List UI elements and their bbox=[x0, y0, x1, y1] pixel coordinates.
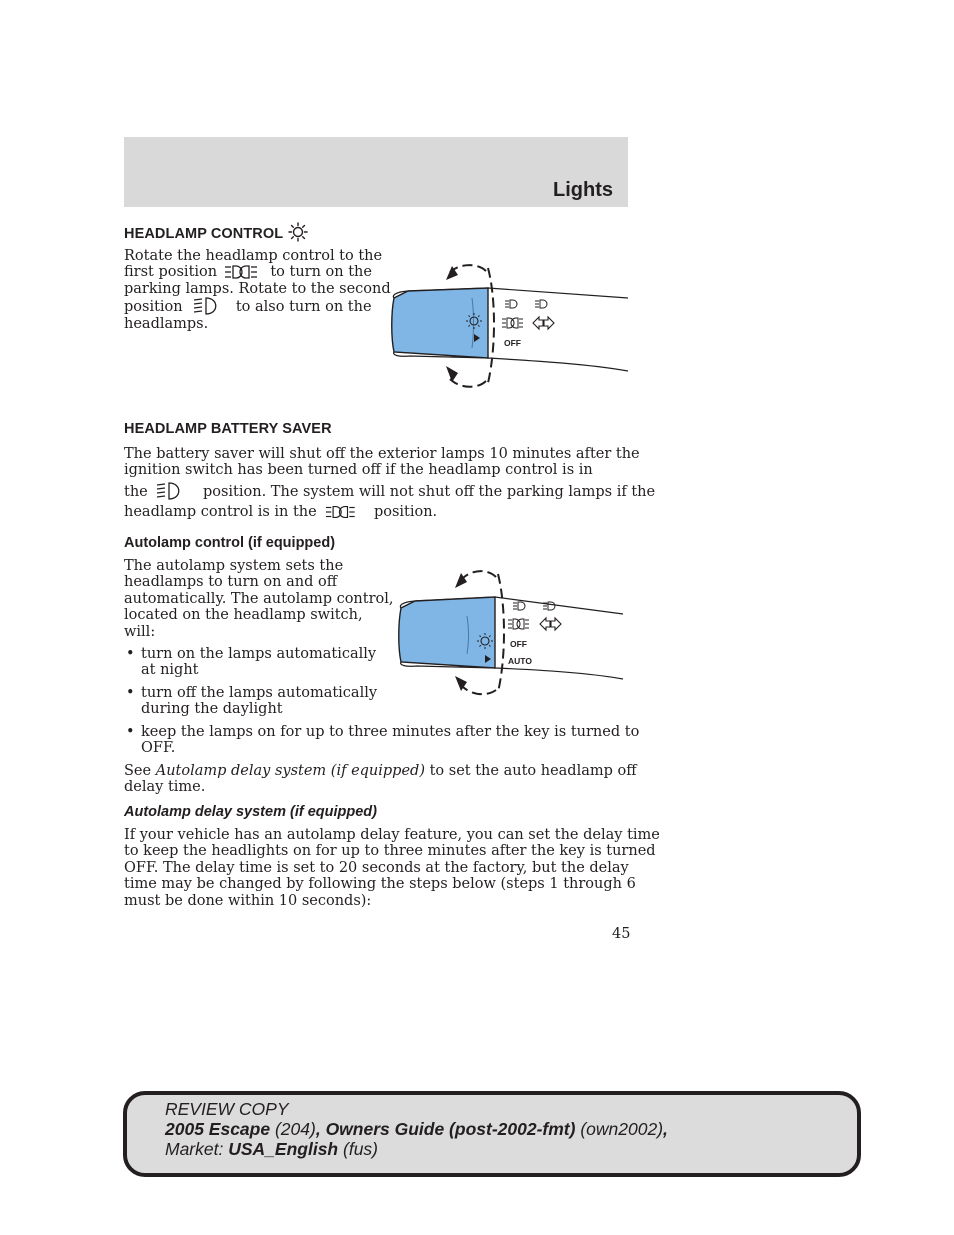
page-number: 45 bbox=[612, 926, 631, 942]
heading-autolamp-delay: Autolamp delay system (if equipped) bbox=[124, 804, 377, 820]
low-beam-icon bbox=[535, 300, 547, 308]
parking-lamp-symbol-icon bbox=[508, 619, 529, 629]
auto-label: AUTO bbox=[508, 656, 532, 666]
fog-lamp-icon bbox=[505, 300, 517, 308]
parking-lamps-icon bbox=[224, 264, 264, 280]
autolamp-control-text: The autolamp system sets the headlamps to turn on and off automatically. The autolamp control, located on the headlamp switch, will: bbox=[124, 558, 394, 640]
headlamp-control-text: Rotate the headlamp control to the first position to turn on the parking lamps. Rotate to the second position to also turn on the headlamps. bbox=[124, 248, 391, 332]
heading-autolamp-control: Autolamp control (if equipped) bbox=[124, 535, 336, 551]
heading-headlamp-control: HEADLAMP CONTROL bbox=[124, 222, 309, 242]
headlamp-sun-icon bbox=[287, 222, 309, 242]
section-title: Lights bbox=[553, 179, 613, 201]
turn-signal-arrows-icon bbox=[533, 317, 554, 329]
parking-lamps-icon bbox=[325, 504, 361, 520]
low-beam-icon bbox=[543, 602, 555, 610]
cross-reference-link: Autolamp delay system (if equipped) bbox=[155, 763, 425, 779]
parking-lamp-symbol-icon bbox=[502, 318, 523, 328]
off-label: OFF bbox=[504, 338, 521, 348]
turn-signal-arrows-icon bbox=[540, 618, 561, 630]
autolamp-see-reference: See Autolamp delay system (if equipped) to set the auto headlamp off delay time. bbox=[124, 763, 637, 796]
headlamp-switch-diagram bbox=[388, 258, 632, 392]
battery-saver-text: The battery saver will shut off the exterior lamps 10 minutes after the ignition switch has been turned off if the headlamp control is in the position. The system will not shut off the parking lamps if the headlamp control is in the position. bbox=[124, 446, 656, 521]
review-copy-label: REVIEW COPY bbox=[165, 1099, 289, 1119]
off-label: OFF bbox=[510, 639, 527, 649]
heading-battery-saver: HEADLAMP BATTERY SAVER bbox=[124, 421, 332, 437]
review-copy-footer: REVIEW COPY 2005 Escape (204), Owners Guide (post-2002-fmt) (own2002), Market: USA_English (fus) bbox=[123, 1091, 861, 1177]
section-header-band bbox=[124, 137, 628, 207]
fog-lamp-icon bbox=[513, 602, 525, 610]
rotate-down-arrow-icon bbox=[446, 366, 458, 382]
autolamp-switch-diagram bbox=[395, 566, 627, 698]
autolamp-delay-text: If your vehicle has an autolamp delay feature, you can set the delay time to keep the headlights on for up to three minutes after the key is turned OFF. The delay time is set to 20 seconds at the factory, but the delay time may be changed by following the steps below (steps 1 through 6 must be done within 10 seconds): bbox=[124, 827, 660, 909]
headlamps-icon bbox=[193, 297, 223, 315]
headlamps-icon bbox=[156, 482, 186, 500]
